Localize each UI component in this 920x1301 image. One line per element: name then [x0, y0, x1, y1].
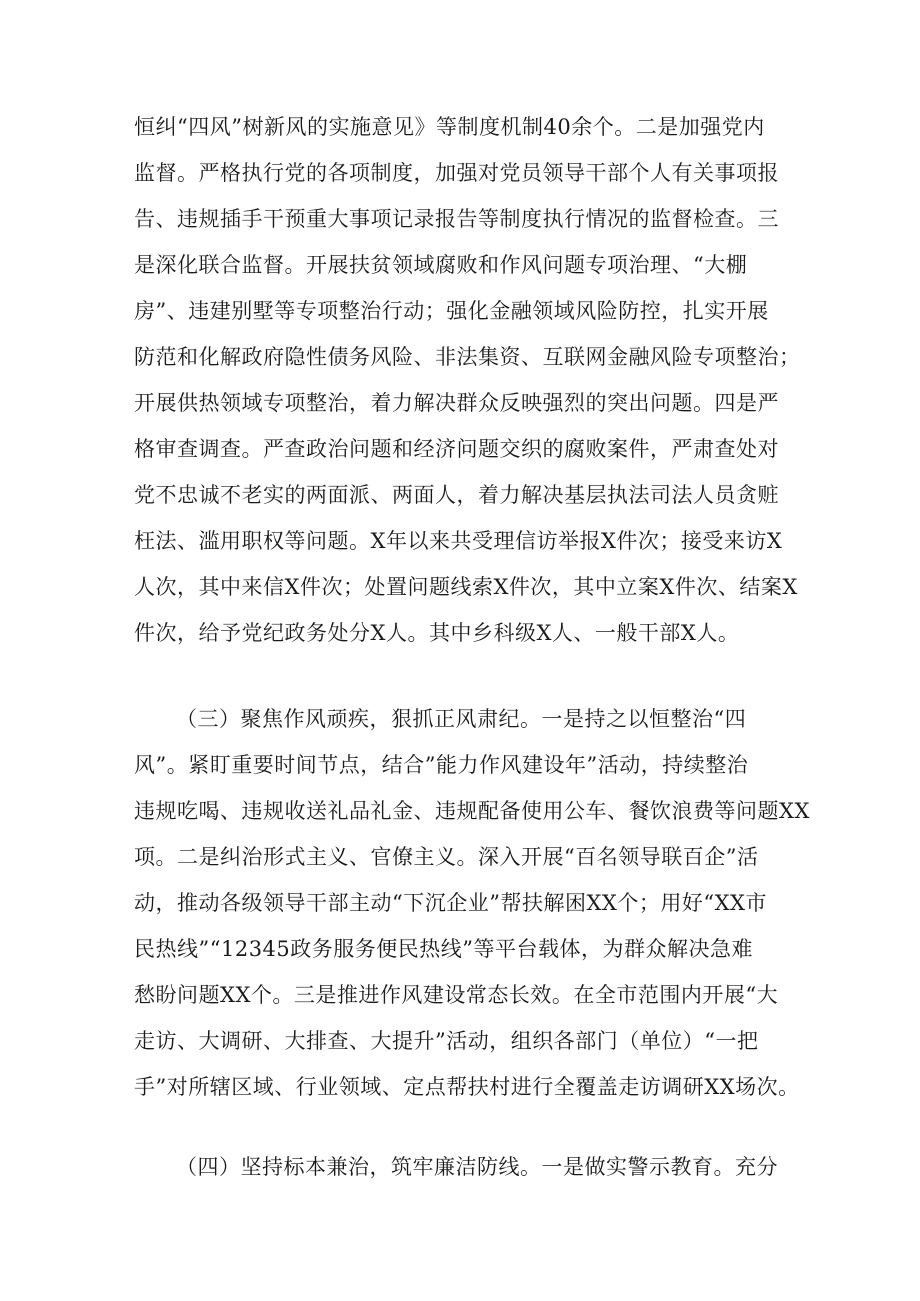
text-line: 防范和化解政府隐性债务风险、非法集资、互联网金融风险专项整治；	[134, 345, 801, 369]
text-line: 恒纠“四风”树新风的实施意见》等制度机制40余个。二是加强党内	[134, 115, 765, 139]
text-line: （三）聚焦作风顽疾，狠抓正风肃纪。一是持之以恒整治“四	[176, 707, 747, 731]
text-line: 枉法、滥用职权等问题。X年以来共受理信访举报X件次；接受来访X	[134, 529, 783, 553]
text-line: 告、违规插手干预重大事项记录报告等制度执行情况的监督检查。三	[134, 207, 779, 231]
text-line: 动，推动各级领导干部主动“下沉企业”帮扶解困XX个；用好“XX市	[134, 891, 768, 915]
text-line: 开展供热领域专项整治，着力解决群众反映强烈的突出问题。四是严	[134, 391, 779, 415]
text-line: 格审查调查。严查政治问题和经济问题交织的腐败案件，严肃查处对	[134, 437, 779, 461]
text-line: 是深化联合监督。开展扶贫领域腐败和作风问题专项治理、“大棚	[134, 253, 748, 277]
text-line: 党不忠诚不老实的两面派、两面人，着力解决基层执法司法人员贪赃	[134, 483, 779, 507]
text-line: 监督。严格执行党的各项制度，加强对党员领导干部个人有关事项报	[134, 161, 779, 185]
text-line: 手”对所辖区域、行业领域、定点帮扶村进行全覆盖走访调研XX场次。	[134, 1075, 800, 1099]
text-line: 风”。紧盯重要时间节点，结合”能力作风建设年”活动，持续整治	[134, 753, 749, 777]
text-line: 走访、大调研、大排查、大提升”活动，组织各部门（单位）“一把	[134, 1029, 759, 1053]
text-line: （四）坚持标本兼治，筑牢廉洁防线。一是做实警示教育。充分	[176, 1155, 778, 1179]
text-line: 愁盼问题XX个。三是推进作风建设常态长效。在全市范围内开展“大	[134, 983, 779, 1007]
text-line: 违规吃喝、违规收送礼品礼金、违规配备使用公车、餐饮浪费等问题XX	[134, 799, 810, 823]
text-line: 项。二是纠治形式主义、官僚主义。深入开展“百名领导联百企”活	[134, 845, 759, 869]
text-line: 房”、违建别墅等专项整治行动；强化金融领域风险防控，扎实开展	[134, 299, 769, 323]
text-line: 民热线”“12345政务服务便民热线”等平台载体，为群众解决急难	[134, 937, 754, 961]
text-line: 人次，其中来信X件次；处置问题线索X件次，其中立案X件次、结案X	[134, 575, 798, 599]
text-line: 件次，给予党纪政务处分X人。其中乡科级X人、一般干部X人。	[134, 621, 740, 645]
